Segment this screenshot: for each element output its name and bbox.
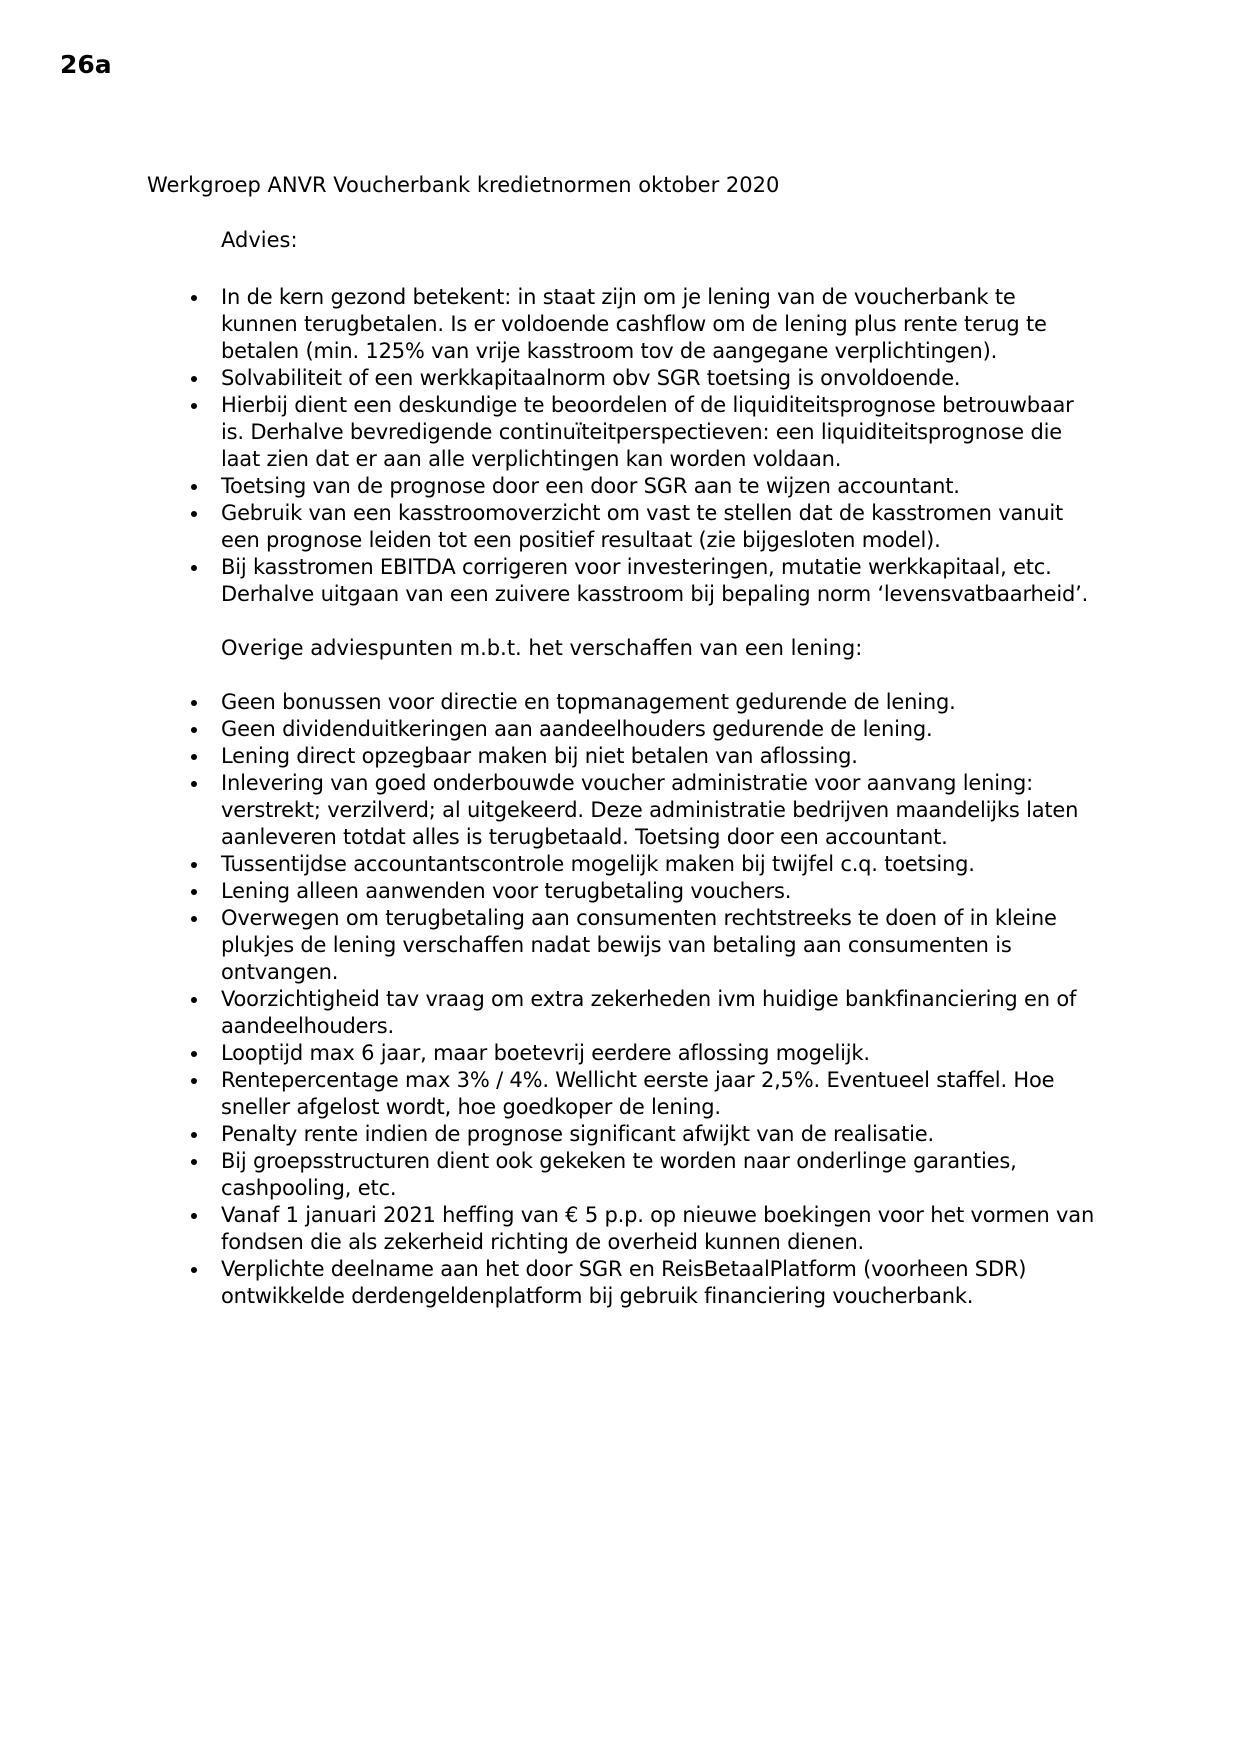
other-advice-item: [147, 716, 1107, 743]
other-advice-item-text: Geen bonussen voor directie en topmanagement gedurende de lening.: [221, 690, 956, 714]
advice-item: [147, 554, 1107, 608]
other-advice-heading: Overige adviespunten m.b.t. het verschaffen van een lening:: [221, 636, 863, 660]
other-advice-item: [147, 1148, 1107, 1202]
document-body: [147, 172, 1107, 1310]
advice-heading: Advies:: [221, 228, 298, 252]
advice-item: [147, 500, 1107, 554]
bullet-icon: [191, 997, 197, 1003]
bullet-icon: [191, 889, 197, 895]
other-advice-item: [147, 1121, 1107, 1148]
bullet-icon: [191, 1213, 197, 1219]
bullet-icon: [191, 565, 197, 571]
other-advice-item-text: Verplichte deelname aan het door SGR en ReisBetaalPlatform (voorheen SDR) ontwikkelde derdengeldenplatform bij gebruik financiering voucherbank.: [221, 1257, 1027, 1308]
bullet-icon: [191, 1267, 197, 1273]
other-advice-item-text: Voorzichtigheid tav vraag om extra zekerheden ivm huidige bankfinanciering en of aandeelhouders.: [221, 987, 1077, 1038]
other-advice-list: [147, 689, 1107, 1310]
other-advice-item-text: Bij groepsstructuren dient ook gekeken te worden naar onderlinge garanties, cashpooling, etc.: [221, 1149, 1017, 1200]
other-advice-item: [147, 905, 1107, 986]
bullet-icon: [191, 295, 197, 301]
bullet-icon: [191, 862, 197, 868]
other-advice-item-text: Looptijd max 6 jaar, maar boetevrij eerdere aflossing mogelijk.: [221, 1041, 870, 1065]
other-advice-item: [147, 878, 1107, 905]
advice-item-text: In de kern gezond betekent: in staat zijn om je lening van de voucherbank te kunnen terugbetalen. Is er voldoende cashflow om de lening plus rente terug te betalen (min. 125% van vrije kasstroom tov de aangegane verplichtingen).: [221, 285, 1047, 363]
bullet-icon: [191, 403, 197, 409]
advice-item-text: Hierbij dient een deskundige te beoordelen of de liquiditeitsprognose betrouwbaar is. Derhalve bevredigende continuïteitperspectieven: een liquiditeitsprognose die laat zien dat er aan alle verplichtingen kan worden voldaan.: [221, 393, 1074, 471]
bullet-icon: [191, 916, 197, 922]
other-advice-item: [147, 689, 1107, 716]
other-advice-item: [147, 1202, 1107, 1256]
other-advice-item: [147, 1256, 1107, 1310]
other-advice-item-text: Tussentijdse accountantscontrole mogelijk maken bij twijfel c.q. toetsing.: [221, 852, 975, 876]
page-number: 26a: [60, 50, 112, 79]
advice-item-text: Gebruik van een kasstroomoverzicht om vast te stellen dat de kasstromen vanuit een prognose leiden tot een positief resultaat (zie bijgesloten model).: [221, 501, 1063, 552]
bullet-icon: [191, 781, 197, 787]
bullet-icon: [191, 1051, 197, 1057]
other-advice-item: [147, 1040, 1107, 1067]
other-advice-item: [147, 986, 1107, 1040]
advice-item-text: Bij kasstromen EBITDA corrigeren voor investeringen, mutatie werkkapitaal, etc. Derhalve uitgaan van een zuivere kasstroom bij bepaling norm ‘levensvatbaarheid’.: [221, 555, 1089, 606]
other-advice-item-text: Penalty rente indien de prognose significant afwijkt van de realisatie.: [221, 1122, 934, 1146]
bullet-icon: [191, 376, 197, 382]
advice-item: [147, 284, 1107, 365]
other-advice-item-text: Vanaf 1 januari 2021 heffing van € 5 p.p. op nieuwe boekingen voor het vormen van fondsen die als zekerheid richting de overheid kunnen dienen.: [221, 1203, 1095, 1254]
advice-item: [147, 392, 1107, 473]
bullet-icon: [191, 700, 197, 706]
bullet-icon: [191, 1132, 197, 1138]
other-advice-item-text: Inlevering van goed onderbouwde voucher administratie voor aanvang lening: verstrekt; verzilverd; al uitgekeerd. Deze administratie bedrijven maandelijks laten aanleveren totdat alles is terugbetaald. Toetsing door een accountant.: [221, 771, 1079, 849]
other-advice-item: [147, 1067, 1107, 1121]
other-advice-item: [147, 743, 1107, 770]
advice-item: [147, 365, 1107, 392]
other-advice-item-text: Lening direct opzegbaar maken bij niet betalen van aflossing.: [221, 744, 858, 768]
bullet-icon: [191, 484, 197, 490]
other-advice-item-text: Rentepercentage max 3% / 4%. Wellicht eerste jaar 2,5%. Eventueel staffel. Hoe sneller afgelost wordt, hoe goedkoper de lening.: [221, 1068, 1055, 1119]
bullet-icon: [191, 727, 197, 733]
advice-list: [147, 284, 1107, 608]
document-title: Werkgroep ANVR Voucherbank kredietnormen oktober 2020: [147, 173, 780, 197]
other-advice-item-text: Lening alleen aanwenden voor terugbetaling vouchers.: [221, 879, 792, 903]
other-advice-item-text: Geen dividenduitkeringen aan aandeelhouders gedurende de lening.: [221, 717, 933, 741]
bullet-icon: [191, 1159, 197, 1165]
other-advice-item: [147, 851, 1107, 878]
bullet-icon: [191, 1078, 197, 1084]
advice-item-text: Toetsing van de prognose door een door SGR aan te wijzen accountant.: [221, 474, 960, 498]
other-advice-item: [147, 770, 1107, 851]
bullet-icon: [191, 754, 197, 760]
other-advice-item-text: Overwegen om terugbetaling aan consumenten rechtstreeks te doen of in kleine plukjes de lening verschaffen nadat bewijs van betaling aan consumenten is ontvangen.: [221, 906, 1057, 984]
advice-item-text: Solvabiliteit of een werkkapitaalnorm obv SGR toetsing is onvoldoende.: [221, 366, 961, 390]
bullet-icon: [191, 511, 197, 517]
advice-item: [147, 473, 1107, 500]
